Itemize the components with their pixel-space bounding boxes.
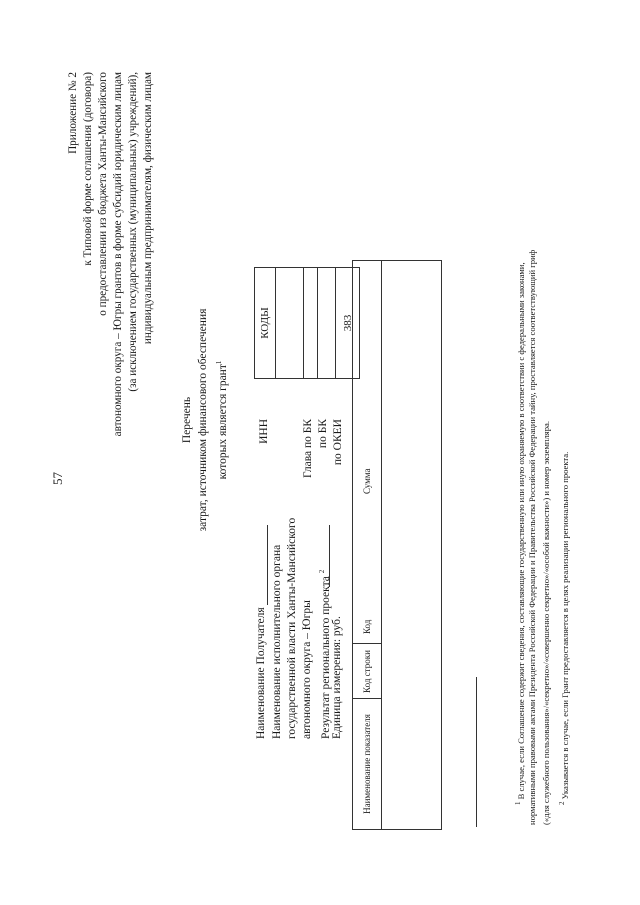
codes-box: [254, 267, 360, 379]
annex-line-6: индивидуальным предпринимателям, физическим лицам: [142, 72, 154, 345]
codes-divider-2: [317, 268, 318, 378]
col-sum-header: Сумма: [362, 468, 372, 494]
annex-line-3: о предоставлении из бюджета Ханты-Мансийского: [97, 72, 109, 316]
codes-divider-1: [303, 268, 304, 378]
title-line-3: которых является грант$^1$: [215, 360, 229, 480]
result-underline: [329, 525, 330, 587]
annex-line-2: к Типовой форме соглашения (договора): [82, 72, 94, 266]
result-label: Результат регионального проекта $^2$: [318, 569, 332, 739]
title-line-1: Перечень: [181, 396, 193, 444]
annex-line-5: (за исключением государственных (муниципальных) учреждений),: [127, 72, 139, 392]
unit-label: Единица измерения: руб.: [331, 616, 343, 739]
annex-line-4: автономного округа – Югры грантов в форме субсидий юридическим лицам: [112, 72, 124, 437]
page-number: 57: [50, 472, 65, 485]
codes-header: КОДЫ: [255, 268, 276, 378]
title-line-2: затрат, источником финансового обеспечения: [197, 308, 209, 532]
recipient-underline: [267, 525, 268, 605]
footnote-1-line-2: нормативными правовыми актами Президента Российской Федерации и Правительства Российской Федерации тайну, проставляется соответствующий гриф: [527, 249, 537, 825]
footnote-separator: [476, 677, 477, 827]
authority-name-line-1: Наименование исполнительного органа: [271, 544, 283, 739]
by-okei-label: по ОКЕИ: [332, 419, 344, 466]
by-bk-label: по БК: [317, 419, 329, 449]
okei-code-cell: 383: [335, 268, 360, 378]
footnote-1-line-3: («для служебного пользования»/«секретно»/«совершенно секретно»/«особой важности») и номер экземпляра.: [541, 421, 551, 825]
col-code-header: Код: [362, 619, 372, 634]
authority-name-line-2: государственной власти Ханты-Мансийского: [286, 517, 298, 739]
inn-label: ИНН: [258, 419, 270, 444]
authority-name-line-3: автономного округа – Югры: [301, 600, 313, 739]
annex-line-1: Приложение № 2: [67, 72, 79, 154]
costs-table: [352, 260, 442, 830]
recipient-name-label: Наименование Получателя: [255, 607, 267, 739]
table-header-divider: [381, 261, 382, 829]
footnote-2: $^2$ Указывается в случае, если Грант предоставляется в целях реализации регионального проекта.: [558, 451, 570, 805]
col-line-code-header: Код строки: [362, 650, 372, 693]
col-indicator-header: Наименование показателя: [362, 714, 372, 814]
footnote-1-line-1: $^1$ В случае, если Соглашение содержит сведения, составляющие государственную или иную охраняемую в соответствии с федеральными законами,: [514, 262, 526, 805]
chapter-bk-label: Глава по БК: [302, 419, 314, 478]
